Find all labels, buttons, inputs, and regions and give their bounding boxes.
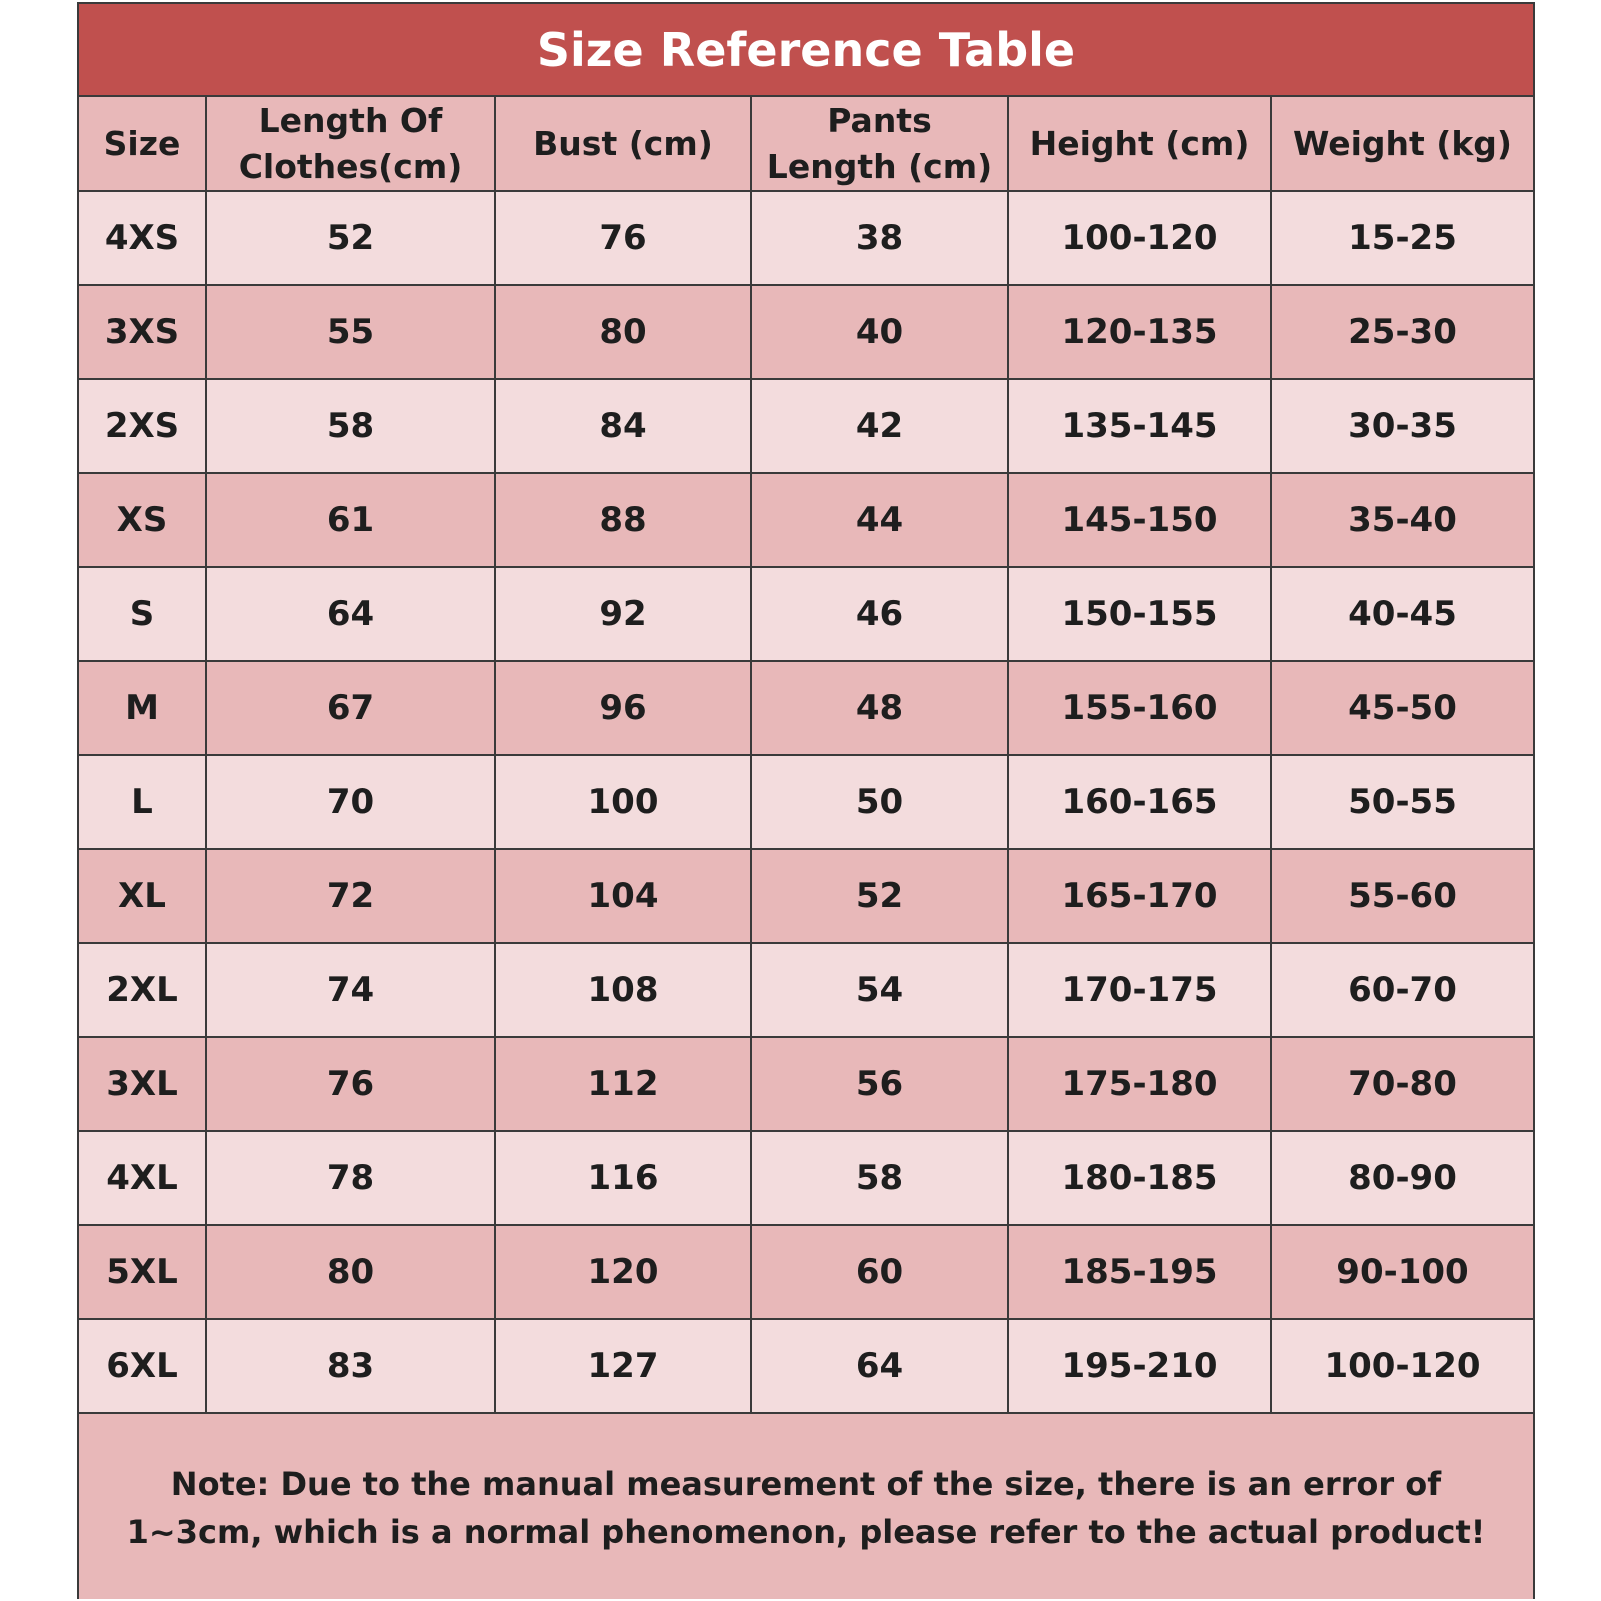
note xyxy=(79,1416,1533,1599)
size-cell: 5XL xyxy=(79,1225,206,1319)
bust-cell: 84 xyxy=(495,379,751,473)
pants-length-cell: 54 xyxy=(751,943,1008,1037)
weight-cell: 100-120 xyxy=(1271,1319,1533,1413)
bust-cell: 127 xyxy=(495,1319,751,1413)
header-length-of-clothes xyxy=(206,97,495,191)
bust-cell: 80 xyxy=(495,285,751,379)
table-row xyxy=(79,755,1533,849)
size-cell: 4XL xyxy=(79,1131,206,1225)
height-cell: 175-180 xyxy=(1008,1037,1271,1131)
height-cell: 185-195 xyxy=(1008,1225,1271,1319)
size-cell: 6XL xyxy=(79,1319,206,1413)
size-cell: 3XS xyxy=(79,285,206,379)
bust-cell: 108 xyxy=(495,943,751,1037)
pants-length-cell: 44 xyxy=(751,473,1008,567)
table-row xyxy=(79,849,1533,943)
size-cell: 2XL xyxy=(79,943,206,1037)
note-line-2: 1~3cm, which is a normal phenomenon, please refer to the actual product! xyxy=(126,1512,1486,1551)
header-bust: Bust (cm) xyxy=(495,97,751,191)
bust-cell: 116 xyxy=(495,1131,751,1225)
size-cell: XS xyxy=(79,473,206,567)
weight-cell: 55-60 xyxy=(1271,849,1533,943)
size-cell: S xyxy=(79,567,206,661)
length-cell: 72 xyxy=(206,849,495,943)
weight-cell: 90-100 xyxy=(1271,1225,1533,1319)
table-row xyxy=(79,943,1533,1037)
header-length-line2: Clothes(cm) xyxy=(238,146,463,186)
table-row xyxy=(79,1225,1533,1319)
table-row xyxy=(79,1131,1533,1225)
pants-length-cell: 50 xyxy=(751,755,1008,849)
length-cell: 64 xyxy=(206,567,495,661)
weight-cell: 15-25 xyxy=(1271,191,1533,285)
header-row xyxy=(79,97,1533,191)
pants-length-cell: 52 xyxy=(751,849,1008,943)
bust-cell: 104 xyxy=(495,849,751,943)
header-size: Size xyxy=(79,97,206,191)
height-cell: 145-150 xyxy=(1008,473,1271,567)
weight-cell: 70-80 xyxy=(1271,1037,1533,1131)
size-cell: 3XL xyxy=(79,1037,206,1131)
table-row xyxy=(79,285,1533,379)
table-row xyxy=(79,473,1533,567)
bust-cell: 88 xyxy=(495,473,751,567)
length-cell: 80 xyxy=(206,1225,495,1319)
weight-cell: 40-45 xyxy=(1271,567,1533,661)
table-row xyxy=(79,191,1533,285)
weight-cell: 30-35 xyxy=(1271,379,1533,473)
length-cell: 74 xyxy=(206,943,495,1037)
pants-length-cell: 38 xyxy=(751,191,1008,285)
height-cell: 160-165 xyxy=(1008,755,1271,849)
height-cell: 100-120 xyxy=(1008,191,1271,285)
weight-cell: 60-70 xyxy=(1271,943,1533,1037)
bust-cell: 76 xyxy=(495,191,751,285)
pants-length-cell: 42 xyxy=(751,379,1008,473)
size-cell: L xyxy=(79,755,206,849)
weight-cell: 45-50 xyxy=(1271,661,1533,755)
header-pants-line1: Pants xyxy=(827,100,932,140)
length-cell: 78 xyxy=(206,1131,495,1225)
pants-length-cell: 60 xyxy=(751,1225,1008,1319)
header-height: Height (cm) xyxy=(1008,97,1271,191)
header-pants-length xyxy=(751,97,1008,191)
length-cell: 61 xyxy=(206,473,495,567)
length-cell: 55 xyxy=(206,285,495,379)
header-weight: Weight (kg) xyxy=(1271,97,1533,191)
header-length-line1: Length Of xyxy=(258,100,443,140)
height-cell: 155-160 xyxy=(1008,661,1271,755)
bust-cell: 96 xyxy=(495,661,751,755)
table-row xyxy=(79,379,1533,473)
pants-length-cell: 40 xyxy=(751,285,1008,379)
size-cell: M xyxy=(79,661,206,755)
height-cell: 135-145 xyxy=(1008,379,1271,473)
size-cell: XL xyxy=(79,849,206,943)
length-cell: 83 xyxy=(206,1319,495,1413)
table-row xyxy=(79,1319,1533,1413)
pants-length-cell: 46 xyxy=(751,567,1008,661)
size-table xyxy=(79,97,1533,1414)
table-title: Size Reference Table xyxy=(79,4,1533,97)
note-line-1: Note: Due to the manual measurement of the size, there is an error of xyxy=(170,1464,1442,1503)
height-cell: 170-175 xyxy=(1008,943,1271,1037)
pants-length-cell: 56 xyxy=(751,1037,1008,1131)
weight-cell: 25-30 xyxy=(1271,285,1533,379)
weight-cell: 35-40 xyxy=(1271,473,1533,567)
pants-length-cell: 58 xyxy=(751,1131,1008,1225)
bust-cell: 112 xyxy=(495,1037,751,1131)
pants-length-cell: 48 xyxy=(751,661,1008,755)
length-cell: 52 xyxy=(206,191,495,285)
height-cell: 180-185 xyxy=(1008,1131,1271,1225)
table-row xyxy=(79,661,1533,755)
bust-cell: 100 xyxy=(495,755,751,849)
height-cell: 165-170 xyxy=(1008,849,1271,943)
table-body xyxy=(79,191,1533,1413)
size-cell: 4XS xyxy=(79,191,206,285)
size-cell: 2XS xyxy=(79,379,206,473)
height-cell: 195-210 xyxy=(1008,1319,1271,1413)
length-cell: 76 xyxy=(206,1037,495,1131)
length-cell: 58 xyxy=(206,379,495,473)
table-row xyxy=(79,567,1533,661)
bust-cell: 120 xyxy=(495,1225,751,1319)
length-cell: 70 xyxy=(206,755,495,849)
header-pants-line2: Length (cm) xyxy=(766,146,993,186)
bust-cell: 92 xyxy=(495,567,751,661)
height-cell: 120-135 xyxy=(1008,285,1271,379)
table-row xyxy=(79,1037,1533,1131)
pants-length-cell: 64 xyxy=(751,1319,1008,1413)
length-cell: 67 xyxy=(206,661,495,755)
size-chart xyxy=(77,2,1535,1599)
height-cell: 150-155 xyxy=(1008,567,1271,661)
weight-cell: 80-90 xyxy=(1271,1131,1533,1225)
weight-cell: 50-55 xyxy=(1271,755,1533,849)
